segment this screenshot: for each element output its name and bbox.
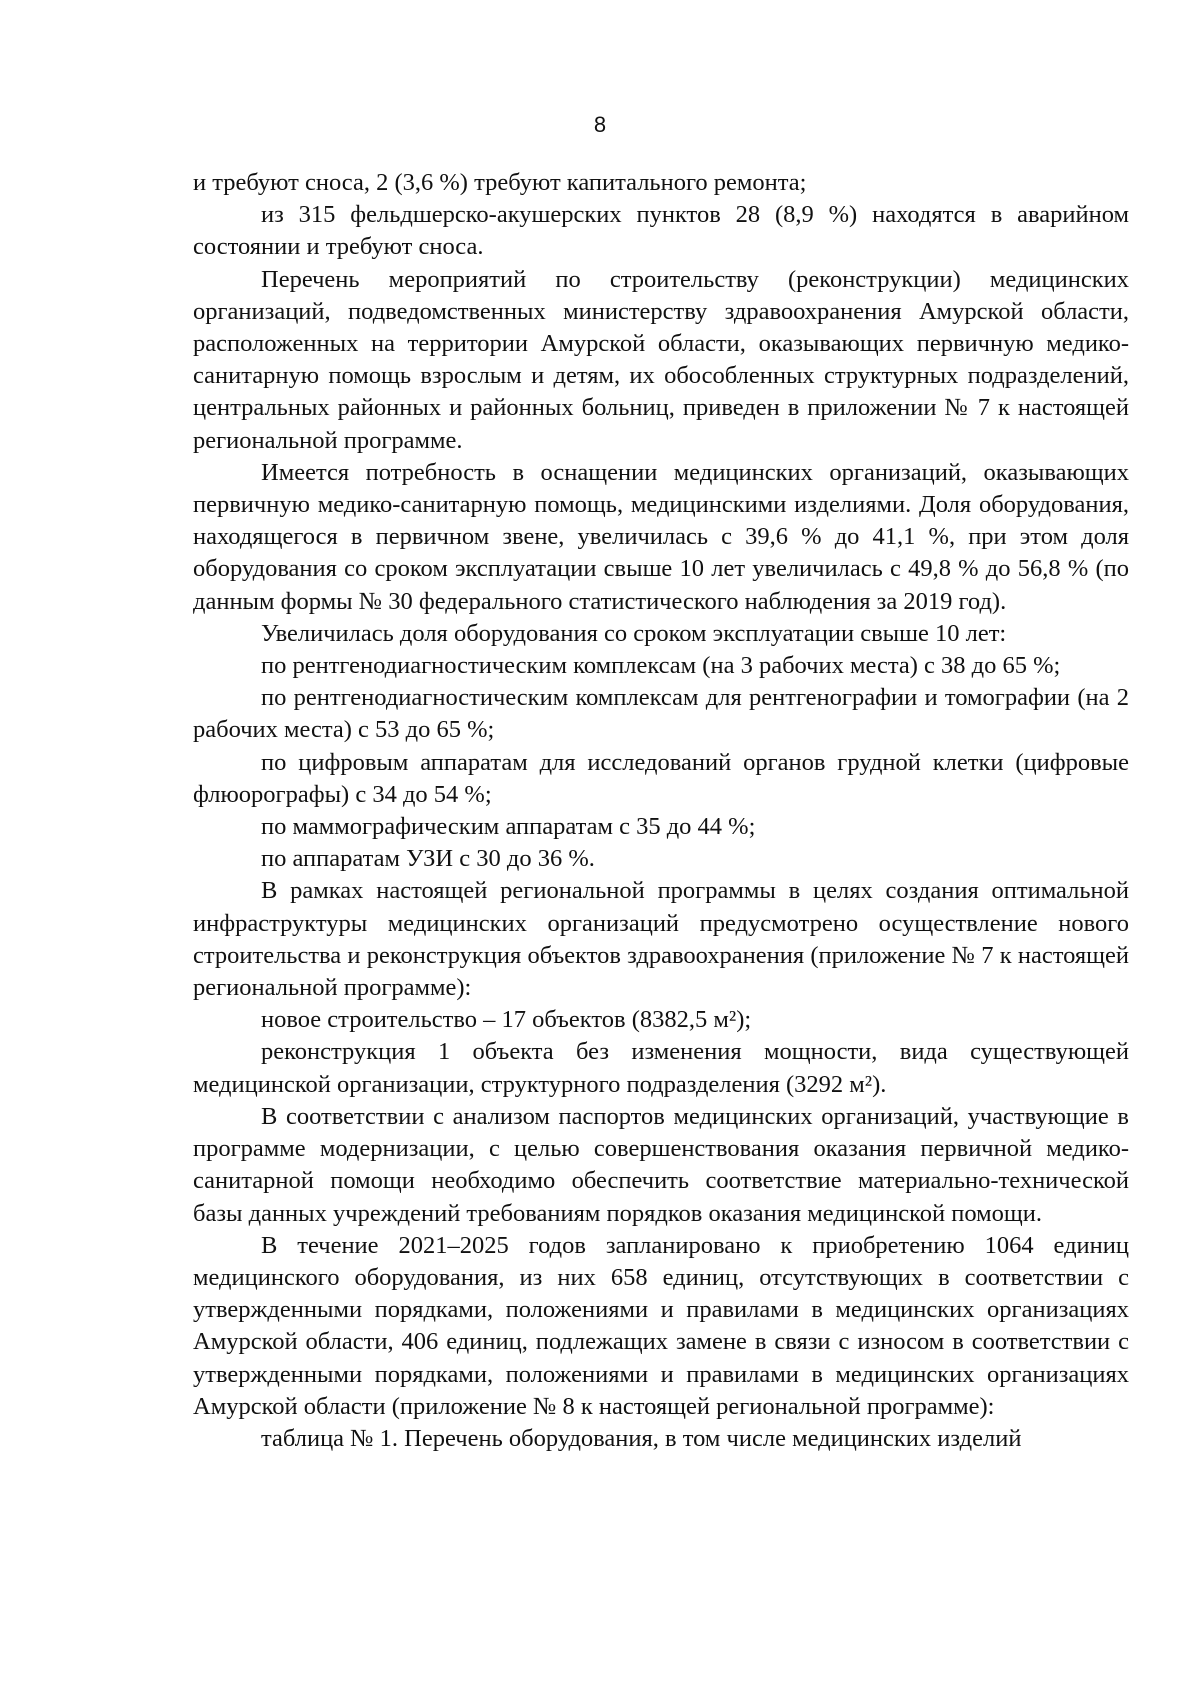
- list-item-ultrasound: по аппаратам УЗИ с 30 до 36 %.: [261, 845, 595, 873]
- paragraph-modernization: В соответствии с анализом паспортов медицинских организаций, участвующие в программе модернизации, с целью совершенствования оказания первичной медико-санитарной помощи необходимо обеспечить соответствие материально-технической базы данных учреждений требованиям порядков оказания медицинской помощи.: [193, 1102, 1129, 1227]
- paragraph-equipment-share-intro: Увеличилась доля оборудования со сроком эксплуатации свыше 10 лет:: [261, 619, 1007, 647]
- list-item-reconstruction: реконструкция 1 объекта без изменения мощности, вида существующей медицинской организации, структурного подразделения (3292 м²).: [193, 1038, 1129, 1098]
- list-item-xray-3: по рентгенодиагностическим комплексам (на 3 рабочих места) с 38 до 65 %;: [261, 652, 1061, 680]
- paragraph-continuation: и требуют сноса, 2 (3,6 %) требуют капитального ремонта;: [193, 169, 807, 196]
- paragraph-equipment-need: Имеется потребность в оснащении медицинских организаций, оказывающих первичную медико-санитарную помощь, медицинскими изделиями. Доля оборудования, находящегося в первичном звене, увеличилась с 39,6 % до 41,1 %, при этом доля оборудования со сроком эксплуатации свыше 10 лет увеличилась с 49,8 % до 56,8 % (по данным формы № 30 федерального статистического наблюдения за 2019 год).: [193, 458, 1129, 615]
- paragraph-procurement: В течение 2021–2025 годов запланировано к приобретению 1064 единиц медицинского оборудования, из них 658 единиц, отсутствующих в соответствии с утвержденными порядками, положениями и правилами в медицинских организациях Амурской области, 406 единиц, подлежащих замене в связи с износом в соответствии с утвержденными порядками, положениями и правилами в медицинских организациях Амурской области (приложение № 8 к настоящей региональной программе):: [193, 1231, 1129, 1420]
- document-body: [193, 167, 1129, 1455]
- list-item-new-construction: новое строительство – 17 объектов (8382,5 м²);: [261, 1006, 752, 1034]
- paragraph-construction-list: Перечень мероприятий по строительству (реконструкции) медицинских организаций, подведомственных министерству здравоохранения Амурской области, расположенных на территории Амурской области, оказывающих первичную медико-санитарную помощь взрослым и детям, их обособленных структурных подразделений, центральных районных и районных больниц, приведен в приложении № 7 к настоящей региональной программе.: [193, 265, 1129, 454]
- paragraph-fap-statistics: из 315 фельдшерско-акушерских пунктов 28 (8,9 %) находятся в аварийном состоянии и требуют сноса.: [193, 201, 1129, 261]
- list-item-xray-2: по рентгенодиагностическим комплексам для рентгенографии и томографии (на 2 рабочих места) с 53 до 65 %;: [193, 684, 1129, 744]
- paragraph-table-caption: таблица № 1. Перечень оборудования, в том числе медицинских изделий: [261, 1424, 1022, 1452]
- page-number: 8: [593, 112, 607, 137]
- list-item-mammography: по маммографическим аппаратам с 35 до 44 %;: [261, 813, 756, 841]
- list-item-digital-fluoro: по цифровым аппаратам для исследований органов грудной клетки (цифровые флюорографы) с 34 до 54 %;: [193, 748, 1129, 808]
- paragraph-infrastructure: В рамках настоящей региональной программы в целях создания оптимальной инфраструктуры медицинских организаций предусмотрено осуществление нового строительства и реконструкция объектов здравоохранения (приложение № 7 к настоящей региональной программе):: [193, 877, 1129, 1002]
